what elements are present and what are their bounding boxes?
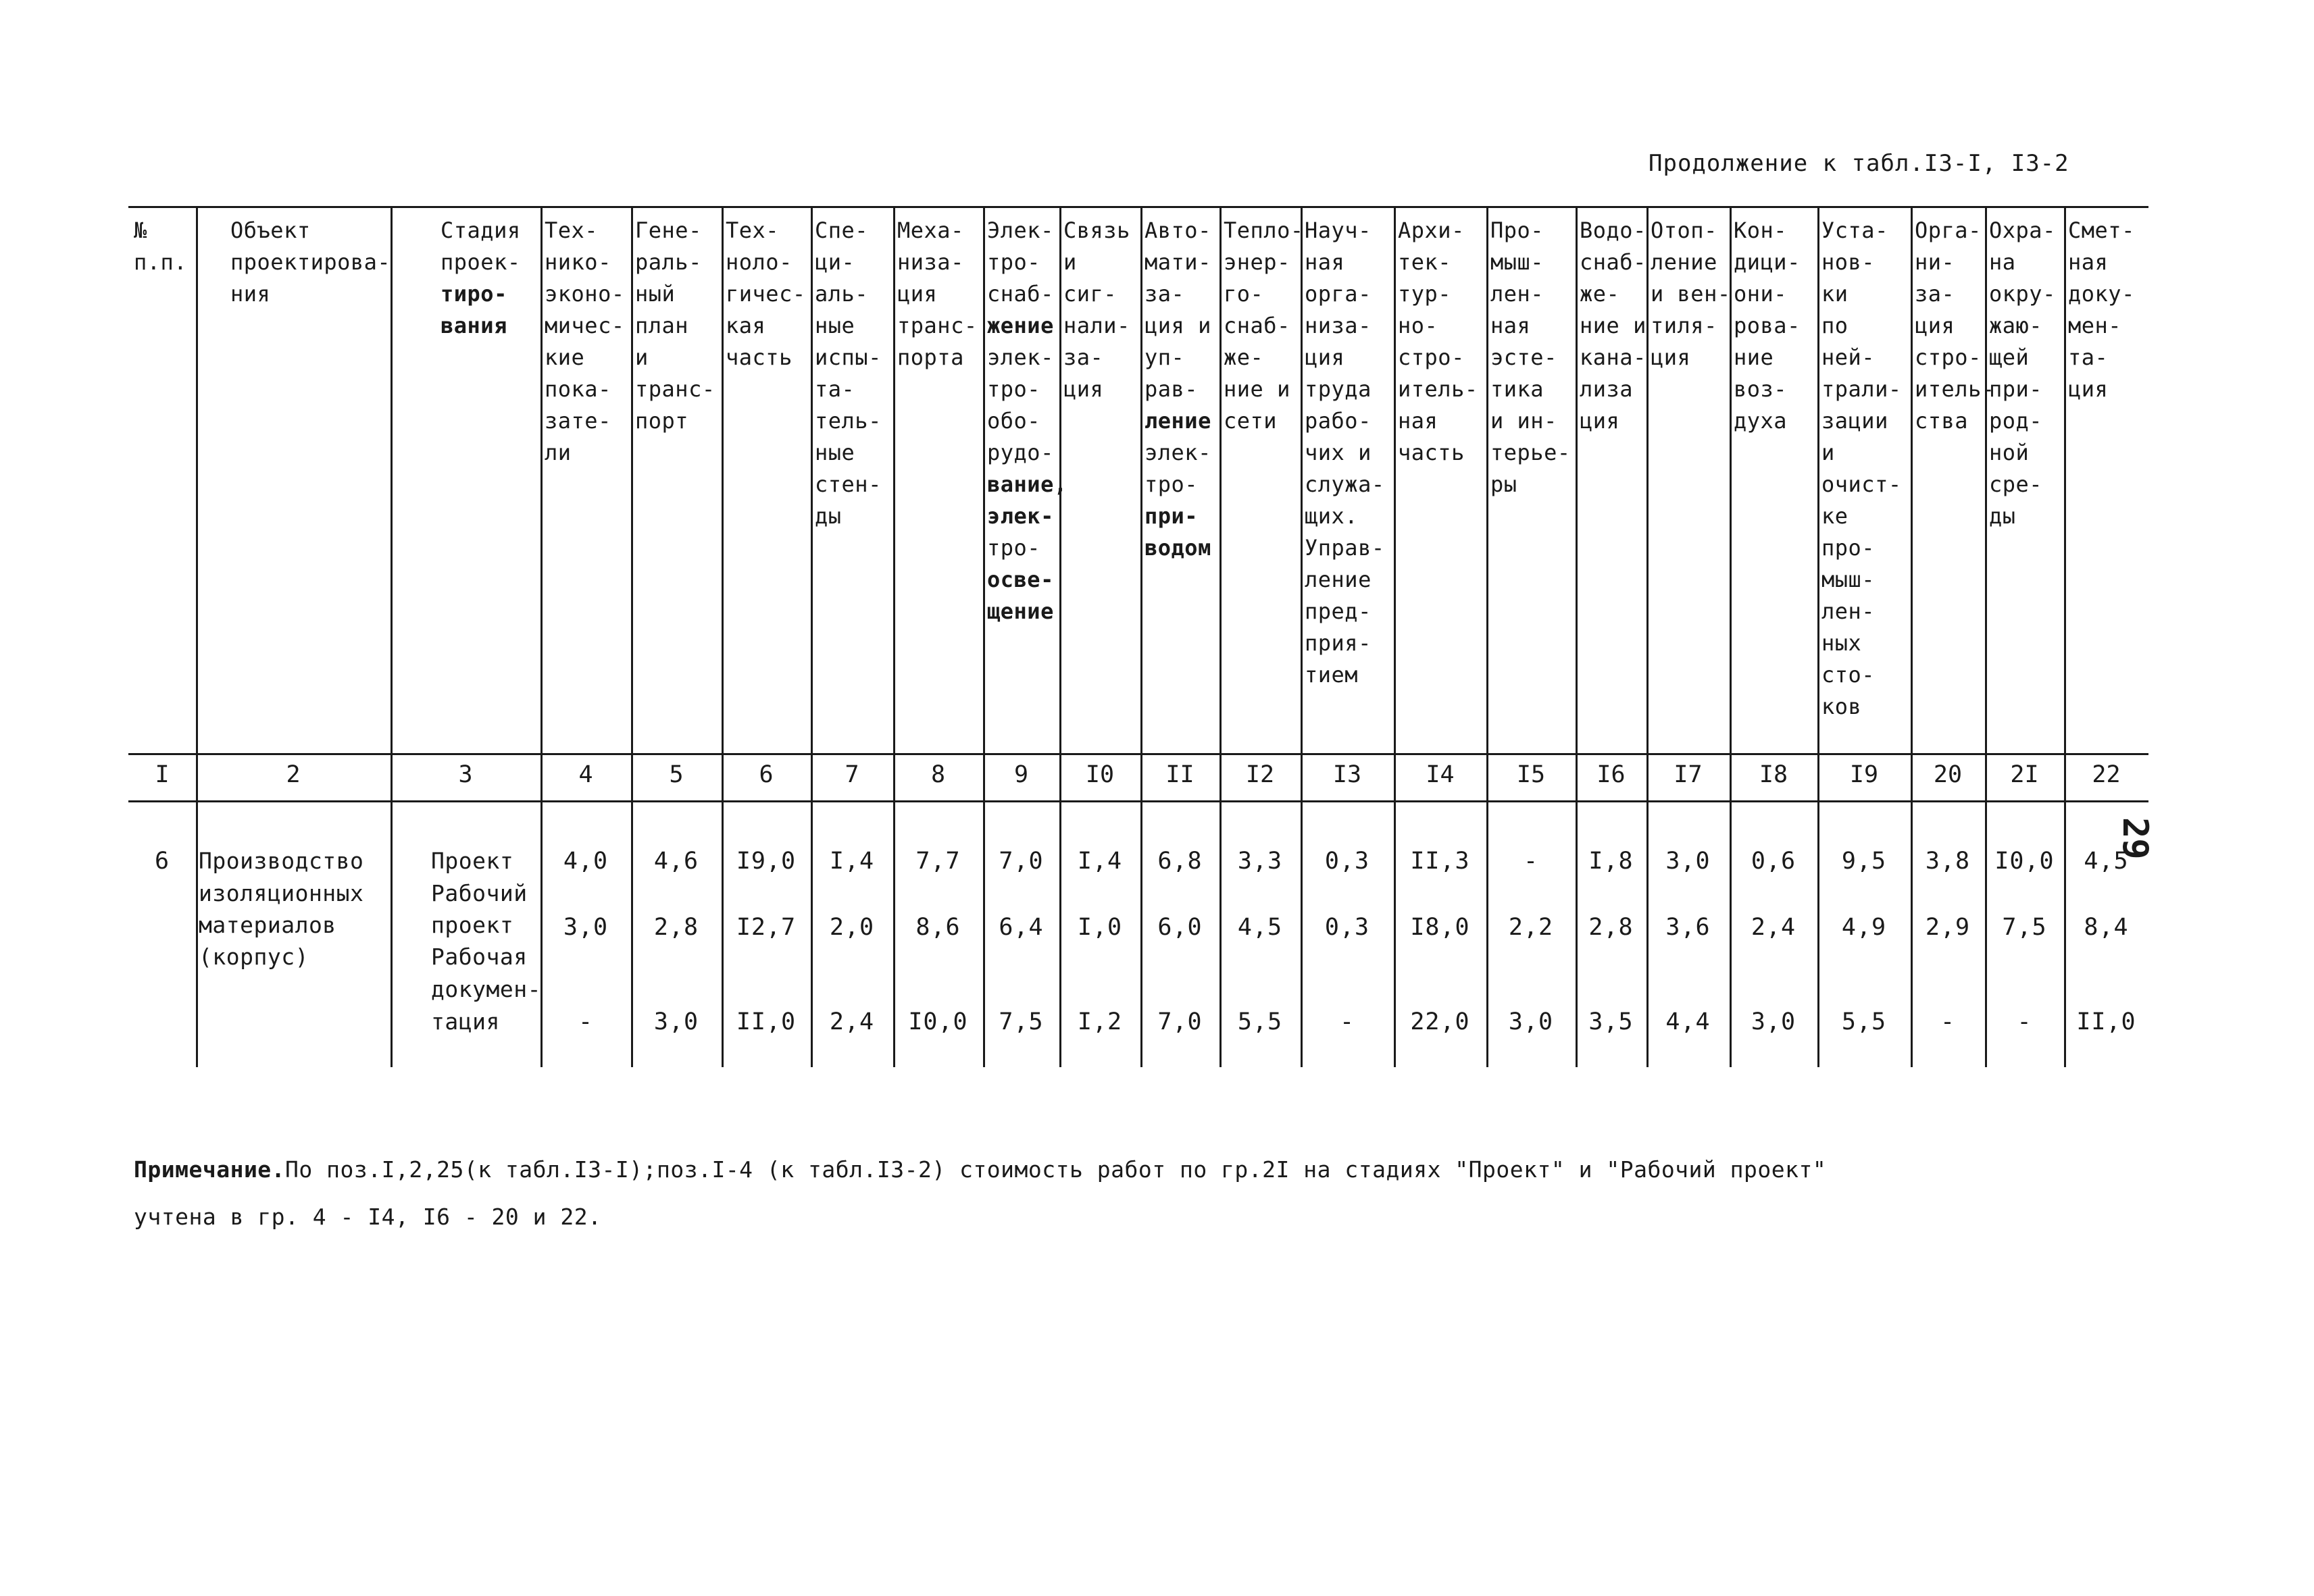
column-header-line: стен-	[815, 471, 882, 497]
note-line-2: учтена в гр. 4 - I4, I6 - 20 и 22.	[134, 1204, 602, 1230]
column-header-line: же-	[1224, 344, 1264, 370]
column-header-line: доку-	[2068, 281, 2135, 307]
column-number: I6	[1596, 761, 1626, 788]
table-cell: 3,0	[653, 1008, 699, 1035]
table-cell: 22,0	[1410, 1008, 1470, 1035]
table-cell: 0,6	[1751, 848, 1796, 875]
column-header-line: часть	[726, 344, 793, 370]
column-header-line: тель-	[815, 408, 882, 434]
column-header	[631, 215, 715, 437]
column-divider	[391, 206, 393, 1067]
column-header-line: ная	[1490, 313, 1531, 338]
column-number-bottom-rule	[128, 800, 2148, 802]
column-header-line: тро-	[987, 376, 1041, 402]
column-number: I0	[1085, 761, 1115, 788]
column-header-line: и	[1821, 440, 1835, 465]
column-header-line: ке	[1821, 503, 1848, 529]
stage-line: докумен-	[431, 976, 541, 1002]
page-number: 29	[2115, 817, 2155, 860]
column-number: 22	[2092, 761, 2121, 788]
column-header-line: чих и	[1305, 440, 1372, 465]
column-header-line: пока-	[545, 376, 611, 402]
table-cell: 7,0	[1157, 1008, 1203, 1035]
column-header-line: тием	[1305, 662, 1359, 688]
column-header-line: Архи-	[1398, 217, 1465, 243]
column-header-line: окру-	[1989, 281, 2056, 307]
column-header-line: проектирова-	[230, 249, 391, 275]
column-header-line: нали-	[1063, 313, 1130, 338]
column-header	[722, 215, 806, 374]
column-header-line: Меха-	[897, 217, 964, 243]
column-header	[1486, 215, 1571, 500]
column-header-line: тро-	[987, 249, 1041, 275]
column-header	[1911, 215, 1995, 437]
column-header-line: при-	[1989, 376, 2043, 402]
object-name-line: изоляционных	[199, 880, 364, 906]
column-header-line: ци-	[815, 249, 855, 275]
column-header-line: ной	[1989, 440, 2030, 465]
column-number: I5	[1516, 761, 1546, 788]
table-cell: -	[2017, 1008, 2032, 1035]
column-number: I9	[1849, 761, 1879, 788]
column-header-line: и	[1063, 249, 1077, 275]
column-header-line: мыш-	[1490, 249, 1544, 275]
stage-line: тация	[431, 1008, 500, 1035]
column-header-line: род-	[1989, 408, 2043, 434]
column-number: II	[1165, 761, 1194, 788]
column-header-line: ция	[1915, 313, 1955, 338]
column-header-line: за-	[1063, 344, 1104, 370]
column-header-line: пред-	[1305, 598, 1372, 624]
column-header-line: сре-	[1989, 471, 2043, 497]
table-cell: I9,0	[736, 848, 797, 875]
column-header-line: ства	[1915, 408, 1969, 434]
note-label: Примечание.	[134, 1156, 286, 1183]
column-number: 4	[578, 761, 593, 788]
table-cell: 7,5	[999, 1008, 1044, 1035]
column-header	[1059, 215, 1130, 405]
column-header-line: лиза	[1580, 376, 1634, 402]
column-number: I2	[1245, 761, 1275, 788]
column-header-line: служа-	[1305, 471, 1385, 497]
column-header-line: Отоп-	[1651, 217, 1717, 243]
table-cell: I,8	[1588, 848, 1634, 875]
header-bottom-rule	[128, 753, 2148, 755]
column-header-line: тро-	[987, 535, 1041, 561]
column-header	[1817, 215, 1902, 723]
stage-line: Рабочий	[431, 880, 528, 906]
column-header	[226, 215, 391, 310]
column-header	[1985, 215, 2056, 532]
column-number: 6	[759, 761, 774, 788]
column-header-line: Связь	[1063, 217, 1130, 243]
column-header-line: водом	[1145, 535, 1211, 561]
column-number: 2	[286, 761, 301, 788]
column-header-line: Спе-	[815, 217, 869, 243]
column-header-line: Тех-	[726, 217, 780, 243]
table-cell: 4,0	[563, 848, 609, 875]
table-cell: 3,3	[1237, 848, 1283, 875]
column-header-line: и вен-	[1651, 281, 1731, 307]
column-divider	[196, 206, 198, 1067]
table-cell: 7,0	[999, 848, 1044, 875]
column-header-line: тика	[1490, 376, 1544, 402]
object-name-line: Производство	[199, 848, 364, 874]
column-header-line: элек-	[987, 503, 1054, 529]
column-header-line: лен-	[1490, 281, 1544, 307]
column-header-line: зации	[1821, 408, 1888, 434]
column-header-line: ный	[635, 281, 676, 307]
table-cell: 2,8	[653, 914, 699, 941]
column-header-line: п.п.	[134, 249, 188, 275]
column-header-line: раль-	[635, 249, 702, 275]
column-header-line: ния	[230, 281, 271, 307]
table-cell: 2,0	[829, 914, 875, 941]
table-cell: 3,6	[1665, 914, 1711, 941]
column-header-line: рабо-	[1305, 408, 1372, 434]
column-header-line: снаб-	[1224, 313, 1290, 338]
column-header-line: ция	[1305, 344, 1345, 370]
table-cell: 3,0	[1751, 1008, 1796, 1035]
column-header-line: ни-	[1915, 249, 1955, 275]
column-header-line: жение	[987, 313, 1054, 338]
table-cell: I2,7	[736, 914, 797, 941]
column-header-line: ние и	[1580, 313, 1646, 338]
column-header-line: Водо-	[1580, 217, 1646, 243]
column-header-line: ды	[815, 503, 842, 529]
column-header-line: проек-	[441, 249, 521, 275]
column-header-line: ция	[1580, 408, 1620, 434]
column-header-line: ные	[815, 313, 855, 338]
table-top-rule	[128, 206, 2148, 208]
column-header-line: ноло-	[726, 249, 793, 275]
column-header-line: мичес-	[545, 313, 625, 338]
column-header-line: сиг-	[1063, 281, 1117, 307]
column-header-line: ная	[2068, 249, 2109, 275]
column-header-line: гичес-	[726, 281, 806, 307]
column-header-line: труда	[1305, 376, 1372, 402]
column-header	[540, 215, 625, 469]
column-header-line: ды	[1989, 503, 2016, 529]
column-header-line: рова-	[1734, 313, 1801, 338]
table-cell: 4,5	[2084, 848, 2129, 875]
column-header-line: и	[635, 344, 649, 370]
column-header-line: часть	[1398, 440, 1465, 465]
column-header-line: на	[1989, 249, 2016, 275]
table-cell: 5,5	[1237, 1008, 1283, 1035]
column-header-line: Уста-	[1821, 217, 1888, 243]
column-header-line: трали-	[1821, 376, 1902, 402]
column-header-line: та-	[2068, 344, 2109, 370]
table-cell: 0,3	[1324, 914, 1370, 941]
column-header-line: сто-	[1821, 662, 1876, 688]
table-cell: 2,2	[1508, 914, 1554, 941]
column-header	[1646, 215, 1731, 374]
column-header-line: элек-	[1145, 440, 1211, 465]
column-header-line: и ин-	[1490, 408, 1557, 434]
column-header	[436, 215, 521, 342]
table-cell: 2,4	[1751, 914, 1796, 941]
column-header-line: за-	[1915, 281, 1955, 307]
column-header-line: Авто-	[1145, 217, 1211, 243]
column-header-line: щих.	[1305, 503, 1359, 529]
column-header-line: Объект	[230, 217, 311, 243]
column-header-line: за-	[1145, 281, 1185, 307]
column-header-line: вание,	[987, 471, 1067, 497]
column-header-line: Смет-	[2068, 217, 2135, 243]
column-header-line: обо-	[987, 408, 1041, 434]
table-cell: 6,8	[1157, 848, 1203, 875]
column-header	[1730, 215, 1801, 437]
column-number: 8	[930, 761, 946, 788]
table-cell: 0,3	[1324, 848, 1370, 875]
table-cell: -	[1940, 1008, 1956, 1035]
table-cell: I,4	[1077, 848, 1123, 875]
column-header-line: мен-	[2068, 313, 2122, 338]
column-number: 7	[845, 761, 859, 788]
column-header-line: щение	[987, 598, 1054, 624]
column-header-line: транс-	[635, 376, 715, 402]
column-header-line: уп-	[1145, 344, 1185, 370]
column-header-line: тек-	[1398, 249, 1452, 275]
table-cell: 4,9	[1841, 914, 1887, 941]
column-header-line: тро-	[1145, 471, 1199, 497]
column-header-line: про-	[1821, 535, 1876, 561]
column-header-line: Науч-	[1305, 217, 1372, 243]
column-header-line: прия-	[1305, 630, 1372, 656]
column-header-line: ней-	[1821, 344, 1876, 370]
column-header-line: план	[635, 313, 689, 338]
column-header-line: элек-	[987, 344, 1054, 370]
column-number: I8	[1759, 761, 1788, 788]
column-header-line: №	[134, 217, 147, 243]
column-header-line: мати-	[1145, 249, 1211, 275]
column-header-line: зате-	[545, 408, 611, 434]
table-cell: -	[1523, 848, 1539, 875]
column-header-line: кая	[726, 313, 766, 338]
table-cell: 9,5	[1841, 848, 1887, 875]
column-header-line: стро-	[1915, 344, 1982, 370]
column-number: 9	[1013, 761, 1029, 788]
table-cell: 4,6	[653, 848, 699, 875]
table-cell: 3,5	[1588, 1008, 1634, 1035]
column-header-line: вания	[441, 313, 507, 338]
column-number: 20	[1933, 761, 1963, 788]
column-header-line: эсте-	[1490, 344, 1557, 370]
table-cell: II,3	[1410, 848, 1470, 875]
column-number: 2I	[2010, 761, 2039, 788]
table-cell: I8,0	[1410, 914, 1470, 941]
note-line-1	[134, 1156, 1826, 1183]
column-header-line: тиро-	[441, 281, 507, 307]
column-number: I4	[1426, 761, 1455, 788]
column-header-line: при-	[1145, 503, 1199, 529]
table-cell: 8,6	[915, 914, 961, 941]
column-number: 5	[669, 761, 684, 788]
column-header-line: Тех-	[545, 217, 599, 243]
column-header-line: ков	[1821, 694, 1862, 719]
table-cell: I0,0	[908, 1008, 968, 1035]
column-header-line: щей	[1989, 344, 2030, 370]
column-header-line: Управ-	[1305, 535, 1385, 561]
table-cell: 2,4	[829, 1008, 875, 1035]
stage-line: проект	[431, 912, 514, 938]
column-header-line: духа	[1734, 408, 1788, 434]
column-header	[130, 215, 187, 278]
table-cell: 3,0	[563, 914, 609, 941]
column-header-line: Орга-	[1915, 217, 1982, 243]
object-name-line: (корпус)	[199, 944, 309, 970]
column-header	[2064, 215, 2135, 405]
column-header-line: рудо-	[987, 440, 1054, 465]
row-number: 6	[154, 848, 170, 875]
column-header-line: дици-	[1734, 249, 1801, 275]
column-header-line: ция	[2068, 376, 2109, 402]
column-header-line: терье-	[1490, 440, 1571, 465]
column-header-line: ление	[1305, 567, 1372, 592]
column-header	[1140, 215, 1211, 564]
column-header-line: мыш-	[1821, 567, 1876, 592]
column-number: I7	[1674, 761, 1703, 788]
column-header-line: порта	[897, 344, 964, 370]
column-number: I	[155, 761, 170, 788]
column-header-line: итель-	[1915, 376, 1995, 402]
table-cell: 2,9	[1925, 914, 1971, 941]
column-header-line: Гене-	[635, 217, 702, 243]
column-header-line: Стадия	[441, 217, 521, 243]
table-cell: I,4	[829, 848, 875, 875]
column-header-line: испы-	[815, 344, 882, 370]
column-header-line: итель-	[1398, 376, 1478, 402]
column-header	[1301, 215, 1385, 691]
table-cell: 4,5	[1237, 914, 1283, 941]
column-header-line: Про-	[1490, 217, 1544, 243]
table-cell: I,2	[1077, 1008, 1123, 1035]
column-header-line: нико-	[545, 249, 611, 275]
column-number: 3	[458, 761, 473, 788]
column-header-line: тиля-	[1651, 313, 1717, 338]
column-header-line: осве-	[987, 567, 1054, 592]
column-header-line: воз-	[1734, 376, 1788, 402]
table-cell: I0,0	[1994, 848, 2055, 875]
column-header-line: ных	[1821, 630, 1862, 656]
table-cell: 6,0	[1157, 914, 1203, 941]
table-cell: 3,0	[1665, 848, 1711, 875]
column-header	[893, 215, 978, 374]
table-cell: II,0	[2076, 1008, 2136, 1035]
column-header	[811, 215, 882, 532]
column-header-line: низа-	[1305, 313, 1372, 338]
column-header-line: транс-	[897, 313, 978, 338]
column-header-line: эконо-	[545, 281, 625, 307]
table-cell: II,0	[736, 1008, 797, 1035]
column-header-line: ние	[1734, 344, 1774, 370]
stage-line: Рабочая	[431, 944, 528, 970]
table-cell: 5,5	[1841, 1008, 1887, 1035]
column-header	[983, 215, 1067, 627]
column-header-line: ление	[1651, 249, 1717, 275]
table-cell: 3,0	[1508, 1008, 1554, 1035]
column-header	[1576, 215, 1646, 437]
column-header-line: Элек-	[987, 217, 1054, 243]
table-cell: 4,4	[1665, 1008, 1711, 1035]
column-header-line: Кон-	[1734, 217, 1788, 243]
column-header-line: тур-	[1398, 281, 1452, 307]
column-header-line: ция и	[1145, 313, 1211, 338]
column-number: I3	[1332, 761, 1362, 788]
column-header-line: лен-	[1821, 598, 1876, 624]
column-header-line: низа-	[897, 249, 964, 275]
column-header-line: ки	[1821, 281, 1848, 307]
column-header-line: кана-	[1580, 344, 1646, 370]
column-header-line: ные	[815, 440, 855, 465]
column-header-line: же-	[1580, 281, 1620, 307]
column-header-line: снаб-	[987, 281, 1054, 307]
object-name-line: материалов	[199, 912, 336, 938]
column-header-line: порт	[635, 408, 689, 434]
column-header-line: стро-	[1398, 344, 1465, 370]
column-header-line: энер-	[1224, 249, 1290, 275]
column-header-line: жаю-	[1989, 313, 2043, 338]
column-header-line: по	[1821, 313, 1848, 338]
column-header-line: кие	[545, 344, 585, 370]
column-header-line: рав-	[1145, 376, 1199, 402]
column-header-line: очист-	[1821, 471, 1902, 497]
table-cell: -	[578, 1008, 594, 1035]
column-header-line: аль-	[815, 281, 869, 307]
column-header-line: ция	[1063, 376, 1104, 402]
column-header-line: ция	[1651, 344, 1691, 370]
column-header-line: ли	[545, 440, 572, 465]
column-header	[1394, 215, 1478, 469]
table-cell: 8,4	[2084, 914, 2129, 941]
note-text-1: По поз.I,2,25(к табл.I3-I);поз.I-4 (к табл.I3-2) стоимость работ по гр.2I на стадиях "Проект" и "Рабочий проект"	[285, 1156, 1827, 1183]
column-header-line: ция	[897, 281, 938, 307]
table-cell: 7,5	[2002, 914, 2047, 941]
column-header-line: снаб-	[1580, 249, 1646, 275]
table-cell: -	[1339, 1008, 1355, 1035]
column-header-line: ление	[1145, 408, 1211, 434]
column-header-line: го-	[1224, 281, 1264, 307]
column-header-line: нов-	[1821, 249, 1876, 275]
column-header	[1219, 215, 1304, 437]
column-header-line: но-	[1398, 313, 1438, 338]
column-header-line: они-	[1734, 281, 1788, 307]
column-header-line: ная	[1305, 249, 1345, 275]
stage-line: Проект	[431, 848, 514, 874]
table-cell: 7,7	[915, 848, 961, 875]
column-header-line: сети	[1224, 408, 1278, 434]
column-header-line: ры	[1490, 471, 1517, 497]
table-cell: 6,4	[999, 914, 1044, 941]
column-header-line: та-	[815, 376, 855, 402]
column-header-line: Тепло-	[1224, 217, 1304, 243]
table-cell: I,0	[1077, 914, 1123, 941]
column-header-line: ная	[1398, 408, 1438, 434]
column-header-line: ние и	[1224, 376, 1290, 402]
table-cell: 2,8	[1588, 914, 1634, 941]
table-continuation-caption: Продолжение к табл.I3-I, I3-2	[1649, 150, 2069, 177]
column-header-line: Охра-	[1989, 217, 2056, 243]
table-cell: 3,8	[1925, 848, 1971, 875]
column-header-line: орга-	[1305, 281, 1372, 307]
